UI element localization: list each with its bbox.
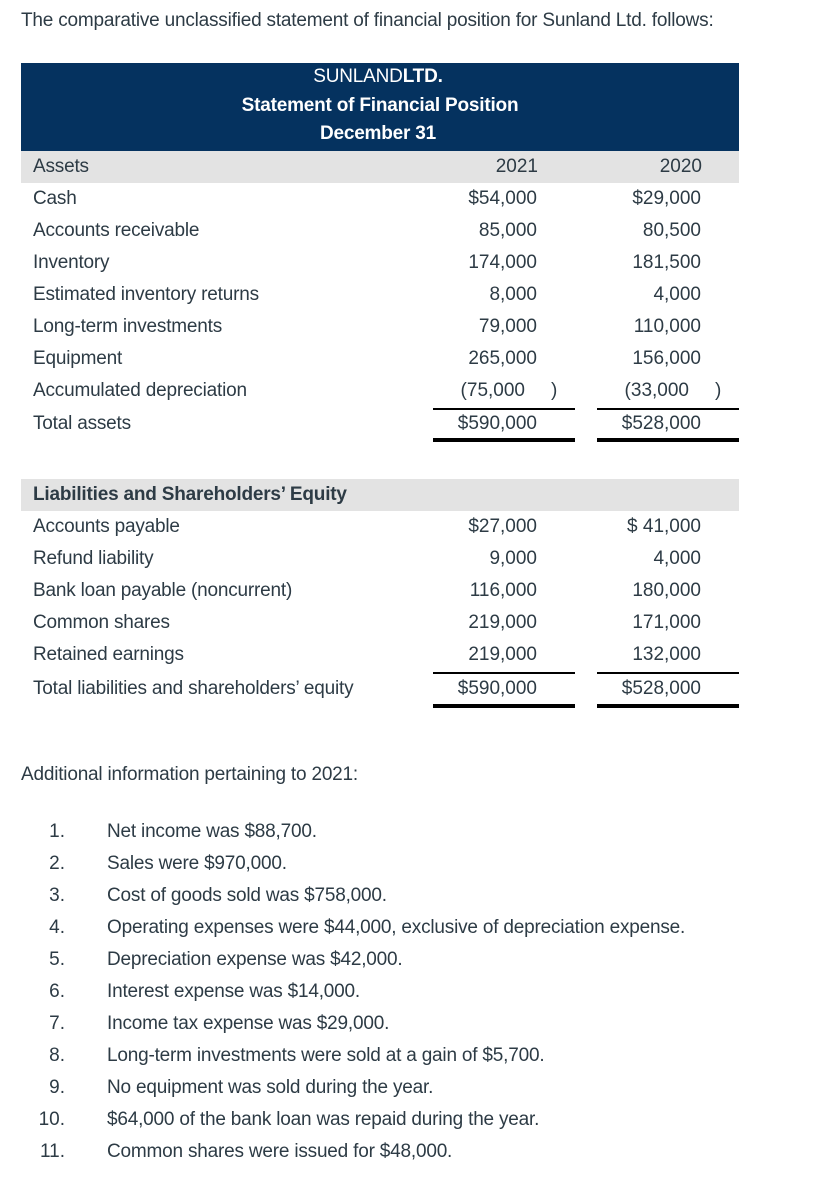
value-2021: 116,000 — [469, 580, 537, 601]
value-2020: 180,000 — [632, 580, 701, 601]
value-2020: 132,000 — [632, 644, 701, 665]
value-2020: 110,000 — [633, 316, 701, 337]
row-label: Accumulated depreciation — [33, 380, 247, 401]
item-number: 8. — [49, 1045, 65, 1066]
single-underline — [433, 408, 575, 410]
assets-heading: Assets — [33, 156, 89, 177]
table-row — [21, 639, 739, 671]
list-item — [21, 818, 801, 850]
row-label: Common shares — [33, 612, 170, 633]
value-2021: 9,000 — [489, 548, 537, 569]
value-2021: (75,000 — [460, 380, 525, 401]
value-2020: $29,000 — [632, 188, 701, 209]
value-2020: 4,000 — [653, 284, 701, 305]
list-item — [21, 946, 801, 978]
item-number: 5. — [49, 949, 65, 970]
row-label: Estimated inventory returns — [33, 284, 259, 305]
assets-header-band — [21, 151, 739, 183]
list-item — [21, 978, 801, 1010]
total-label: Total liabilities and shareholders’ equity — [33, 678, 354, 699]
value-2020: $ 41,000 — [627, 516, 701, 537]
additional-info-heading: Additional information pertaining to 2021: — [21, 764, 358, 785]
table-row — [21, 607, 739, 639]
double-underline — [433, 704, 575, 708]
item-text: Long-term investments were sold at a gain of $5,700. — [107, 1045, 545, 1066]
total-2021: $590,000 — [457, 678, 537, 699]
item-number: 11. — [39, 1141, 65, 1162]
assets-rows — [21, 183, 739, 441]
table-row — [21, 343, 739, 375]
item-number: 4. — [49, 917, 65, 938]
row-label: Retained earnings — [33, 644, 184, 665]
value-2021: 265,000 — [468, 348, 537, 369]
table-row — [21, 279, 739, 311]
financial-position-table — [21, 63, 739, 707]
company-name — [19, 66, 737, 88]
item-number: 9. — [49, 1077, 65, 1098]
value-2020: 171,000 — [632, 612, 701, 633]
item-text: Operating expenses were $44,000, exclusive of depreciation expense. — [107, 917, 686, 938]
row-label: Accounts receivable — [33, 220, 200, 241]
table-row — [21, 511, 739, 543]
row-label: Inventory — [33, 252, 110, 273]
list-item — [21, 882, 801, 914]
value-2021: 219,000 — [468, 644, 537, 665]
company-name-part1: SUNLAND — [313, 66, 403, 87]
item-text: $64,000 of the bank loan was repaid during the year. — [107, 1109, 540, 1130]
item-number: 7. — [49, 1013, 65, 1034]
table-row — [21, 543, 739, 575]
table-row — [21, 183, 739, 215]
item-text: Cost of goods sold was $758,000. — [107, 885, 387, 906]
liabilities-header-band — [21, 479, 739, 511]
item-number: 1. — [49, 821, 65, 842]
value-2020: (33,000 — [624, 380, 689, 401]
table-header — [21, 63, 739, 151]
item-number: 2. — [49, 853, 65, 874]
total-2021: $590,000 — [457, 413, 537, 434]
list-item — [21, 1042, 801, 1074]
year-2021-heading: 2021 — [495, 156, 538, 177]
value-2021: 85,000 — [478, 220, 537, 241]
value-2020: 156,000 — [632, 348, 701, 369]
value-2021: 219,000 — [468, 612, 537, 633]
item-number: 3. — [49, 885, 65, 906]
list-item — [21, 1138, 801, 1170]
total-row — [21, 407, 739, 441]
item-text: Depreciation expense was $42,000. — [107, 949, 403, 970]
double-underline — [597, 438, 739, 442]
row-label: Long-term investments — [33, 316, 223, 337]
item-text: Common shares were issued for $48,000. — [107, 1141, 453, 1162]
row-label: Bank loan payable (noncurrent) — [33, 580, 293, 601]
additional-info-list — [21, 818, 801, 1170]
statement-date: December 31 — [319, 123, 437, 144]
liabilities-rows — [21, 511, 739, 707]
item-text: Sales were $970,000. — [107, 853, 287, 874]
list-item — [21, 1106, 801, 1138]
list-item — [21, 1010, 801, 1042]
closing-paren: ) — [551, 380, 558, 401]
item-text: No equipment was sold during the year. — [107, 1077, 434, 1098]
double-underline — [597, 704, 739, 708]
value-2020: 181,500 — [632, 252, 701, 273]
statement-title: Statement of Financial Position — [241, 95, 519, 116]
table-row — [21, 215, 739, 247]
list-item — [21, 850, 801, 882]
intro-text: The comparative unclassified statement of financial position for Sunland Ltd. follows: — [21, 10, 714, 31]
single-underline — [597, 672, 739, 674]
table-row — [21, 575, 739, 607]
list-item — [21, 1074, 801, 1106]
table-row — [21, 375, 739, 407]
row-label: Accounts payable — [33, 516, 180, 537]
total-2020: $528,000 — [621, 678, 701, 699]
closing-paren: ) — [715, 380, 722, 401]
total-2020: $528,000 — [621, 413, 701, 434]
item-number: 6. — [49, 981, 65, 1002]
value-2021: $54,000 — [468, 188, 537, 209]
year-2020-heading: 2020 — [659, 156, 702, 177]
value-2021: $27,000 — [468, 516, 537, 537]
row-label: Refund liability — [33, 548, 154, 569]
value-2021: 174,000 — [468, 252, 537, 273]
double-underline — [433, 438, 575, 442]
row-label: Equipment — [33, 348, 123, 369]
table-row — [21, 311, 739, 343]
item-number: 10. — [38, 1109, 65, 1130]
liabilities-heading: Liabilities and Shareholders’ Equity — [33, 484, 347, 505]
total-row — [21, 671, 739, 707]
value-2020: 4,000 — [653, 548, 701, 569]
single-underline — [597, 408, 739, 410]
total-label: Total assets — [33, 413, 131, 434]
table-row — [21, 247, 739, 279]
value-2021: 8,000 — [489, 284, 537, 305]
row-label: Cash — [33, 188, 77, 209]
item-text: Net income was $88,700. — [107, 821, 317, 842]
item-text: Income tax expense was $29,000. — [107, 1013, 390, 1034]
company-name-part2: LTD. — [402, 66, 443, 87]
item-text: Interest expense was $14,000. — [107, 981, 360, 1002]
value-2021: 79,000 — [478, 316, 537, 337]
single-underline — [433, 672, 575, 674]
value-2020: 80,500 — [642, 220, 701, 241]
list-item — [21, 914, 801, 946]
